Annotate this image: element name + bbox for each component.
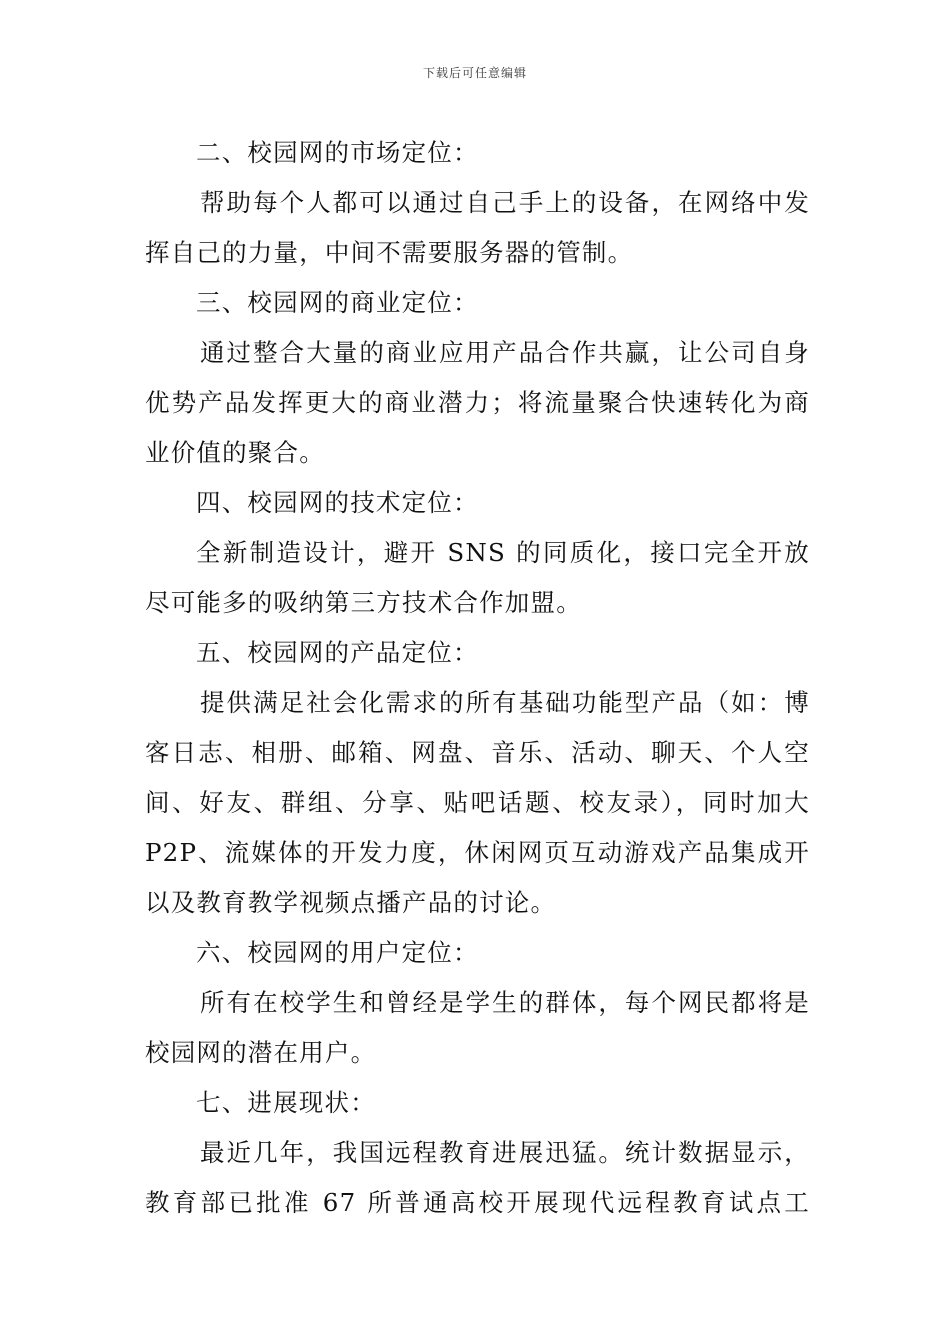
paragraph-line: 教育部已批准 67 所普通高校开展现代远程教育试点工 <box>145 1188 810 1217</box>
paragraph-line: 间、好友、群组、分享、贴吧话题、校友录），同时加大 <box>145 788 810 817</box>
paragraph-line: 最近几年，我国远程教育进展迅猛。统计数据显示， <box>200 1138 810 1167</box>
paragraph-line: 挥自己的力量，中间不需要服务器的管制。 <box>145 238 634 267</box>
paragraph-line: 全新制造设计，避开 SNS 的同质化，接口完全开放 <box>196 538 810 567</box>
section-heading-market: 二、校园网的市场定位： <box>196 138 479 167</box>
paragraph-line: 优势产品发挥更大的商业潜力；将流量聚合快速转化为商 <box>145 388 810 417</box>
paragraph-line: 通过整合大量的商业应用产品合作共赢，让公司自身 <box>200 338 810 367</box>
document-body <box>145 128 810 1228</box>
section-heading-business: 三、校园网的商业定位： <box>196 288 479 317</box>
paragraph-line: 所有在校学生和曾经是学生的群体，每个网民都将是 <box>200 988 810 1017</box>
paragraph-line: 以及教育教学视频点播产品的讨论。 <box>145 888 557 917</box>
paragraph-line: P2P、流媒体的开发力度，休闲网页互动游戏产品集成开 <box>145 838 810 867</box>
paragraph-line: 校园网的潜在用户。 <box>145 1038 377 1067</box>
section-heading-technology: 四、校园网的技术定位： <box>196 488 479 517</box>
section-heading-users: 六、校园网的用户定位： <box>196 938 479 967</box>
paragraph-line: 提供满足社会化需求的所有基础功能型产品（如：博 <box>200 688 810 717</box>
paragraph-line: 业价值的聚合。 <box>145 438 325 467</box>
paragraph-line: 帮助每个人都可以通过自己手上的设备，在网络中发 <box>200 188 810 217</box>
section-heading-product: 五、校园网的产品定位： <box>196 638 479 667</box>
paragraph-line: 尽可能多的吸纳第三方技术合作加盟。 <box>145 588 582 617</box>
page-header-note: 下载后可任意编辑 <box>422 66 527 80</box>
paragraph-line: 客日志、相册、邮箱、网盘、音乐、活动、聊天、个人空 <box>145 738 810 767</box>
section-heading-status: 七、进展现状： <box>196 1088 376 1117</box>
